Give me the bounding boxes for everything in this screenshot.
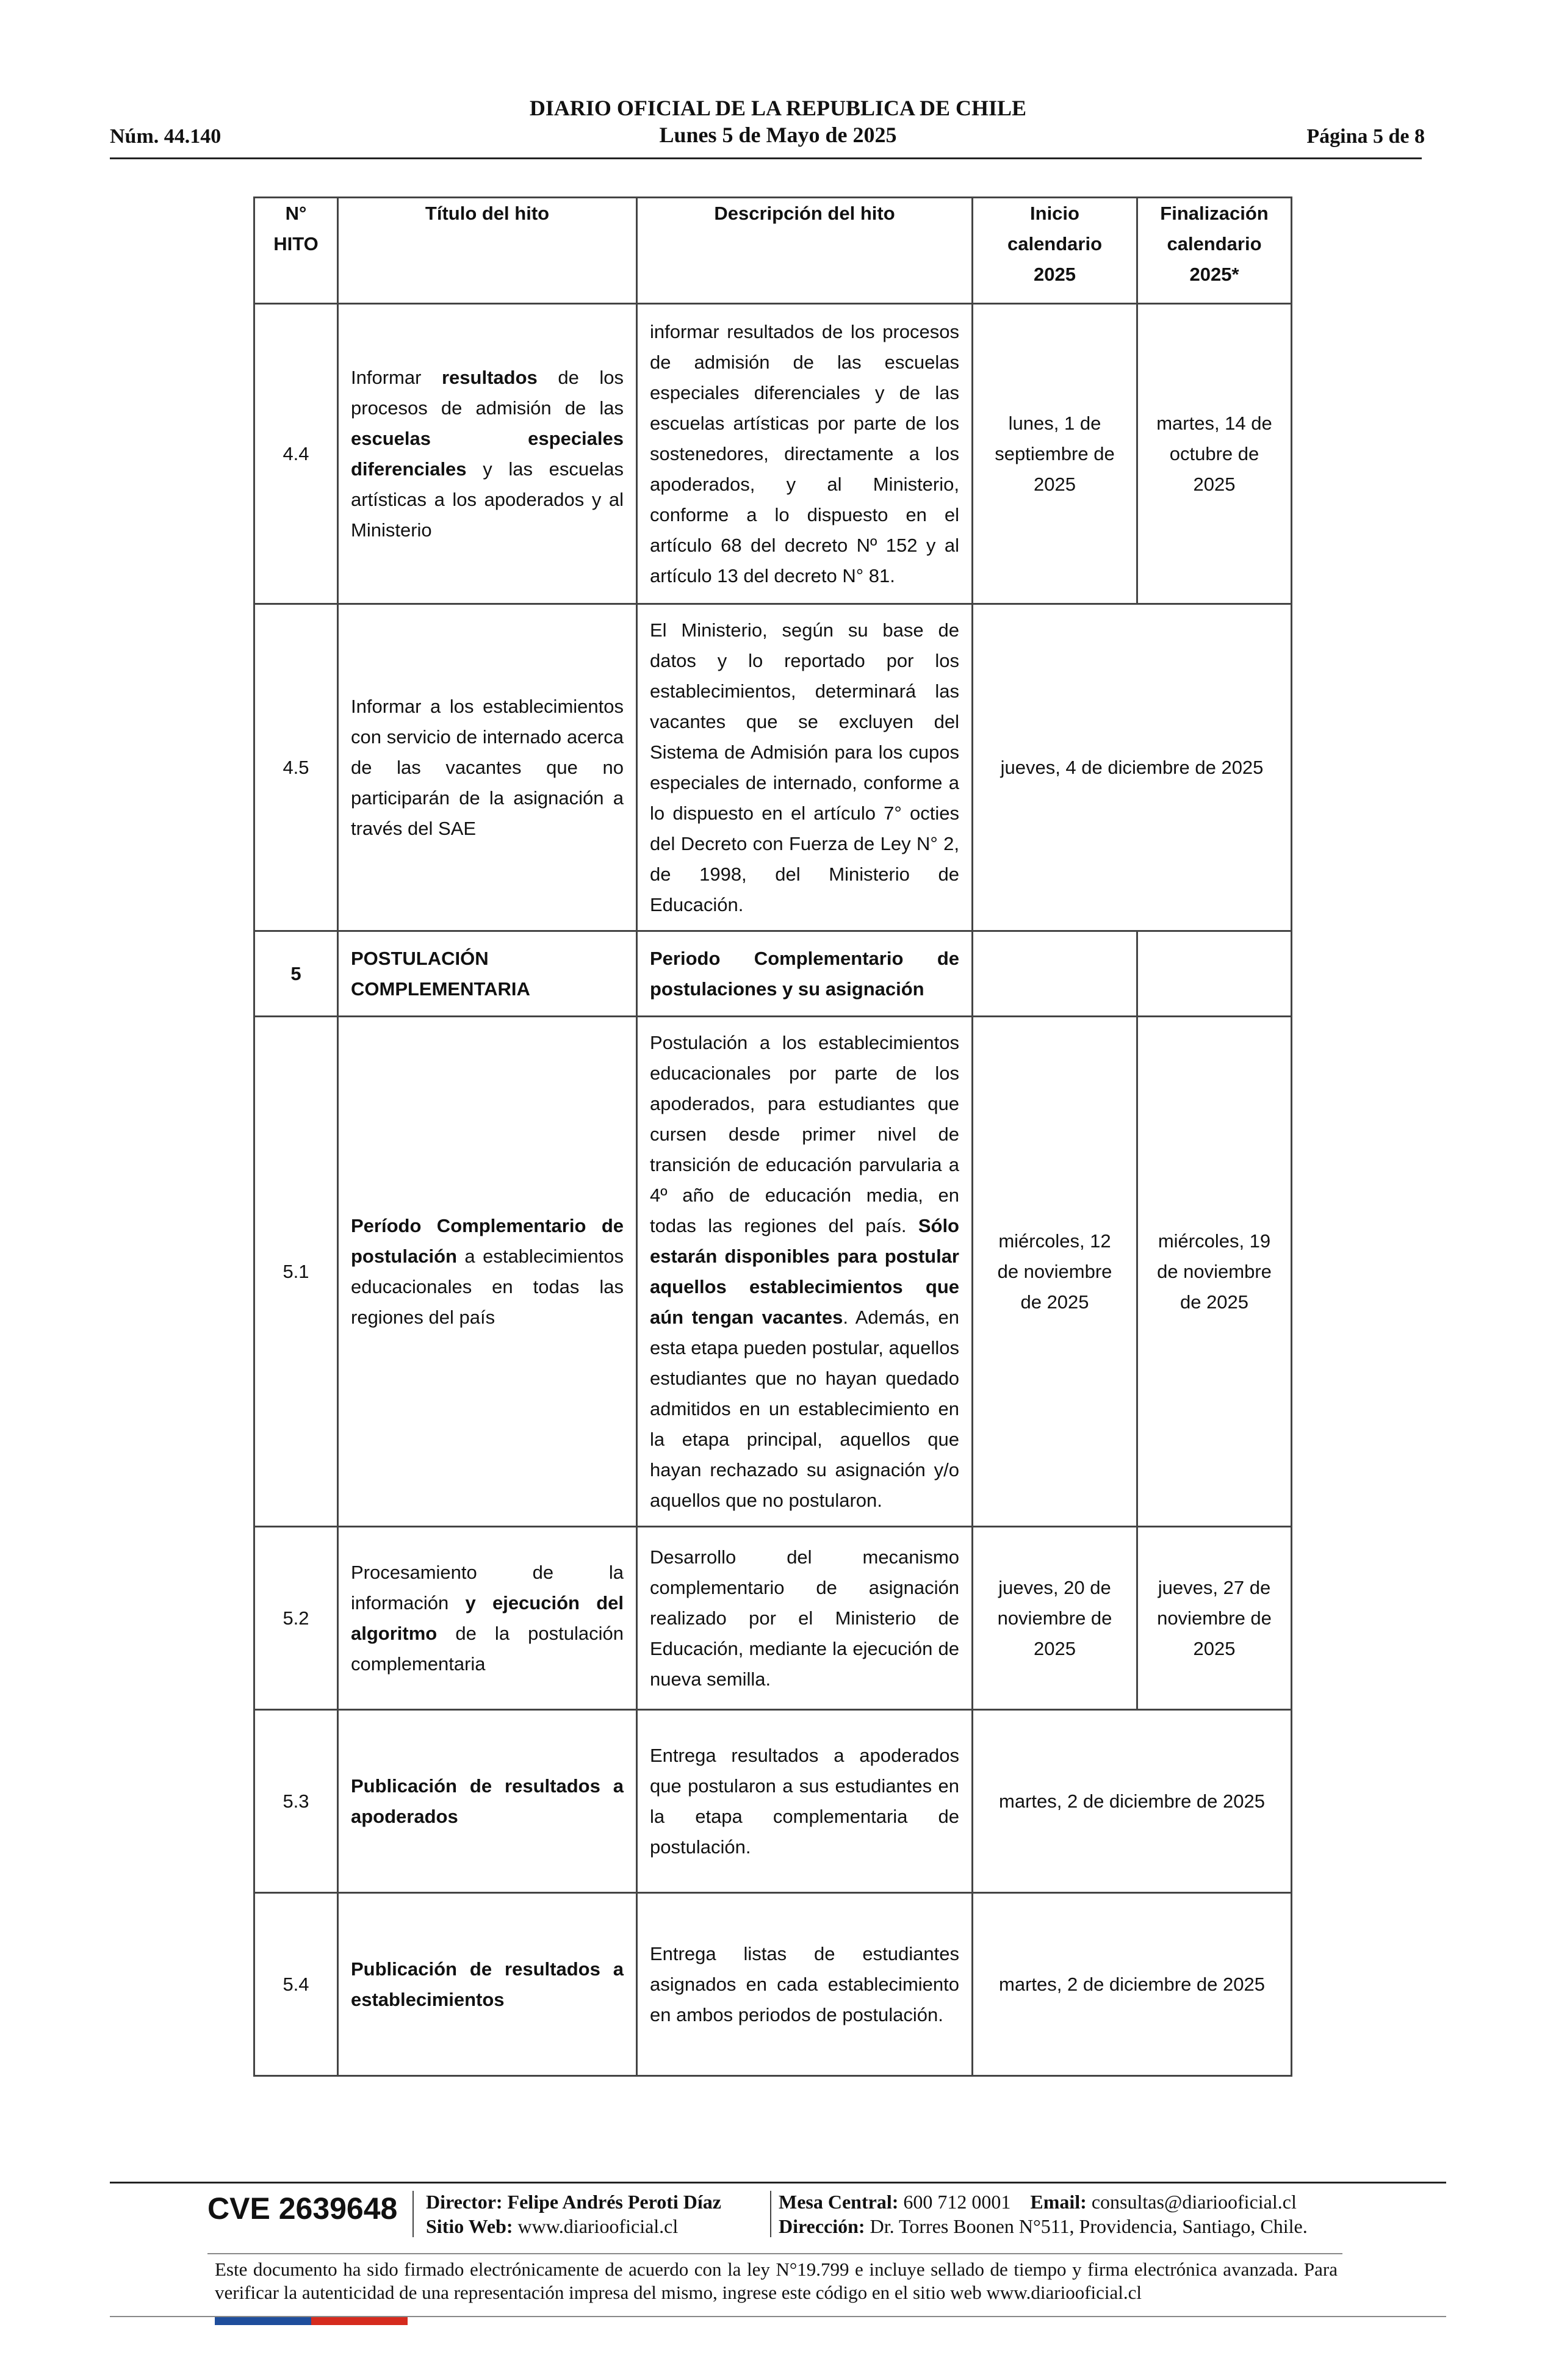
table-row (254, 304, 1292, 604)
row-num: 4.5 (254, 604, 338, 931)
newspaper-title: DIARIO OFICIAL DE LA REPUBLICA DE CHILE (529, 96, 1027, 120)
table-row (254, 1710, 1292, 1893)
row-title: Publicación de resultados a establecimientos (338, 1893, 637, 2076)
row-title: Procesamiento de la información y ejecución del algoritmo de la postulación complementaria (338, 1527, 637, 1710)
cve-code: CVE 2639648 (207, 2191, 398, 2226)
footer-divider-mid (207, 2253, 1342, 2254)
row-date: jueves, 4 de diciembre de 2025 (973, 604, 1292, 931)
row-title: Publicación de resultados a apoderados (338, 1710, 637, 1893)
row-start: miércoles, 12 de noviembre de 2025 (973, 1017, 1137, 1527)
header-desc: Descripción del hito (637, 198, 973, 304)
table-row (254, 1527, 1292, 1710)
phone: 600 712 0001 (903, 2191, 1011, 2213)
footer-director-block: Director: Felipe Andrés Peroti Díaz Sitio Web: www.diariooficial.cl (426, 2191, 721, 2237)
footer-separator (770, 2191, 771, 2237)
row-start-empty (973, 931, 1137, 1017)
row-num: 4.4 (254, 304, 338, 604)
table-header-row (254, 198, 1292, 304)
row-start: lunes, 1 de septiembre de 2025 (973, 304, 1137, 604)
legal-notice: Este documento ha sido firmado electrónicamente de acuerdo con la ley N°19.799 e incluye sellado de tiempo y firma electrónica avanzada. Para verificar la autenticidad de una representación impresa del mismo, ingrese este código en el sitio web www.diariooficial.cl (215, 2259, 1338, 2303)
table-row (254, 931, 1292, 1017)
flag-stripe-red (311, 2317, 408, 2325)
header-end: Finalización calendario 2025* (1137, 198, 1292, 304)
row-title: Período Complementario de postulación a establecimientos educacionales en todas las regiones del país (338, 1017, 637, 1527)
issue-number: Núm. 44.140 (110, 125, 222, 148)
row-num: 5.1 (254, 1017, 338, 1527)
row-start: jueves, 20 de noviembre de 2025 (973, 1527, 1137, 1710)
issue-date: Lunes 5 de Mayo de 2025 (659, 123, 897, 147)
header-start: Inicio calendario 2025 (973, 198, 1137, 304)
row-end: miércoles, 19 de noviembre de 2025 (1137, 1017, 1292, 1527)
row-num: 5 (254, 931, 338, 1017)
row-date: martes, 2 de diciembre de 2025 (973, 1893, 1292, 2076)
header-title: Título del hito (338, 198, 637, 304)
table-row (254, 1893, 1292, 2076)
footer-separator (412, 2191, 414, 2237)
page-number: Página 5 de 8 (1306, 125, 1425, 148)
row-desc: Entrega resultados a apoderados que postularon a sus estudiantes en la etapa complementaria de postulación. (637, 1710, 973, 1893)
row-num: 5.3 (254, 1710, 338, 1893)
row-title: POSTULACIÓN COMPLEMENTARIA (338, 931, 637, 1017)
row-end: martes, 14 de octubre de 2025 (1137, 304, 1292, 604)
row-desc: El Ministerio, según su base de datos y lo reportado por los establecimientos, determinará las vacantes que se excluyen del Sistema de Admisión para los cupos especiales de internado, conforme a lo dispuesto en el artículo 7° octies del Decreto con Fuerza de Ley N° 2, de 1998, del Ministerio de Educación. (637, 604, 973, 931)
row-desc: informar resultados de los procesos de admisión de las escuelas especiales diferenciales y de las escuelas artísticas por parte de los sostenedores, directamente a los apoderados, y al Ministerio, conforme a lo dispuesto en el artículo 68 del decreto Nº 152 y al artículo 13 del decreto N° 81. (637, 304, 973, 604)
table-row (254, 604, 1292, 931)
website-link[interactable]: www.diariooficial.cl (517, 2215, 679, 2237)
row-title: Informar resultados de los procesos de admisión de las escuelas especiales diferenciales y las escuelas artísticas a los apoderados y al Ministerio (338, 304, 637, 604)
row-num: 5.4 (254, 1893, 338, 2076)
director-name: Felipe Andrés Peroti Díaz (507, 2191, 721, 2213)
header-num: N° HITO (254, 198, 338, 304)
row-title: Informar a los establecimientos con servicio de internado acerca de las vacantes que no participarán de la asignación a través del SAE (338, 604, 637, 931)
address: Dr. Torres Boonen N°511, Providencia, Santiago, Chile. (870, 2215, 1308, 2237)
row-end-empty (1137, 931, 1292, 1017)
row-num: 5.2 (254, 1527, 338, 1710)
header-divider (110, 157, 1422, 159)
footer-divider (110, 2182, 1446, 2183)
milestones-table (253, 197, 1292, 2077)
email-link[interactable]: consultas@diariooficial.cl (1091, 2191, 1297, 2213)
flag-stripe-blue (215, 2317, 311, 2325)
row-desc: Desarrollo del mecanismo complementario de asignación realizado por el Ministerio de Educación, mediante la ejecución de nueva semilla. (637, 1527, 973, 1710)
row-end: jueves, 27 de noviembre de 2025 (1137, 1527, 1292, 1710)
row-desc: Entrega listas de estudiantes asignados en cada establecimiento en ambos periodos de postulación. (637, 1893, 973, 2076)
table-row (254, 1017, 1292, 1527)
row-desc: Postulación a los establecimientos educacionales por parte de los apoderados, para estudiantes que cursen desde primer nivel de transición de educación parvularia a 4º año de educación media, en todas las regiones del país. Sólo estarán disponibles para postular aquellos establecimientos que aún tengan vacantes. Además, en esta etapa pueden postular, aquellos estudiantes que no hayan quedado admitidos en un establecimiento en la etapa principal, aquellos que hayan rechazado su asignación y/o aquellos que no postularon. (637, 1017, 973, 1527)
row-desc: Periodo Complementario de postulaciones y su asignación (637, 931, 973, 1017)
footer-contact-block: Mesa Central: 600 712 0001 Email: consultas@diariooficial.cl Dirección: Dr. Torres Boonen N°511, Providencia, Santiago, Chile. (779, 2191, 1308, 2237)
row-date: martes, 2 de diciembre de 2025 (973, 1710, 1292, 1893)
